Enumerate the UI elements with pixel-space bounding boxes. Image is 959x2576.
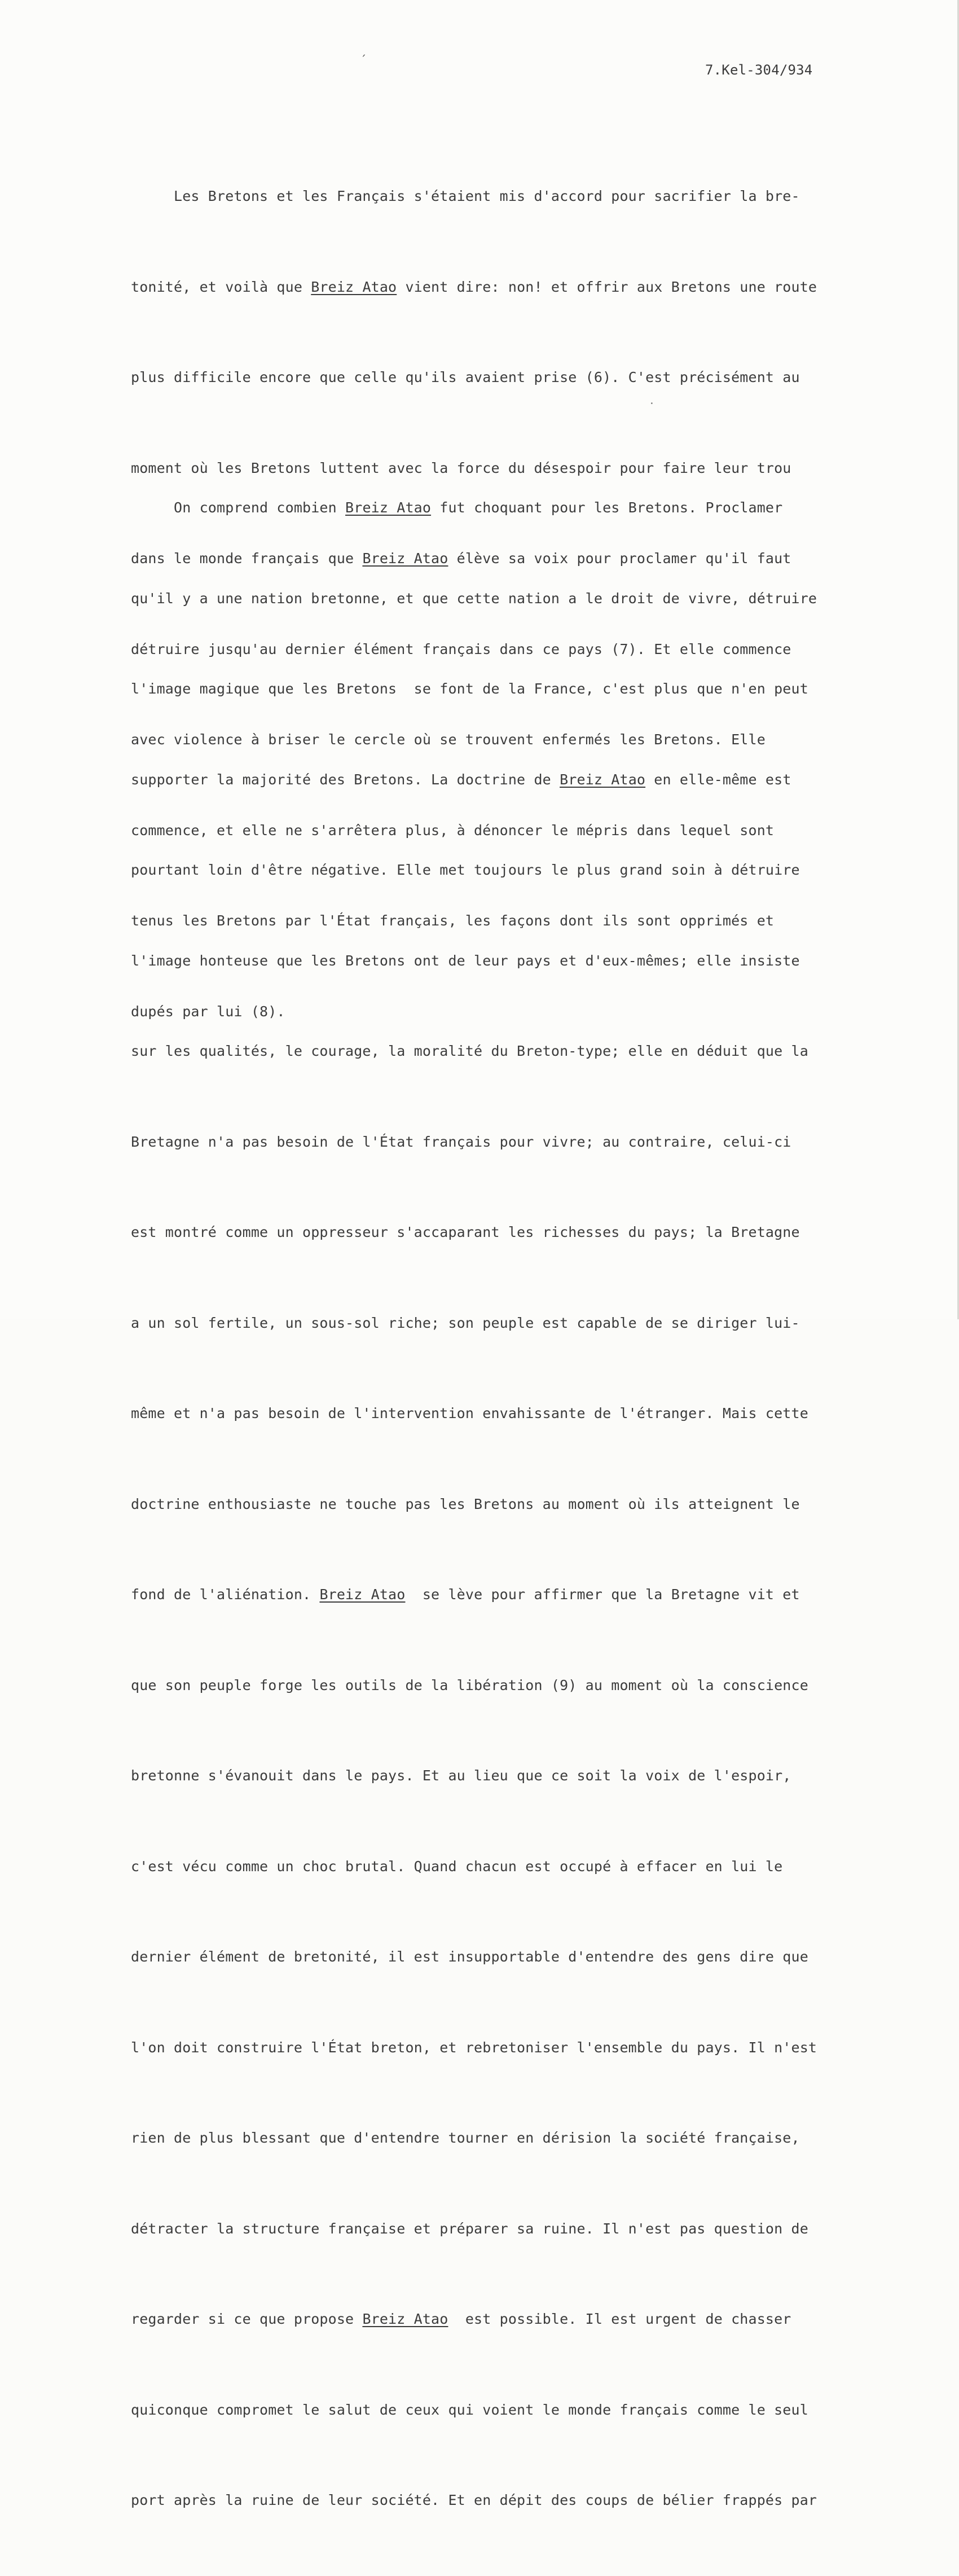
stray-mark: ´ — [360, 53, 367, 67]
text-line: supporter la majorité des Bretons. La doctrine de Breiz Atao en elle-même est — [131, 771, 791, 788]
text-line: dernier élément de bretonité, il est insupportable d'entendre des gens dire que — [131, 1949, 808, 1965]
text-line: doctrine enthousiaste ne touche pas les Bretons au moment où ils atteignent le — [131, 1495, 800, 1512]
text-line: même et n'a pas besoin de l'intervention envahissante de l'étranger. Mais cette — [131, 1405, 808, 1421]
text-line: avec violence à briser le cercle où se trouvent enfermés les Bretons. Elle — [131, 731, 766, 748]
text-line: fond de l'aliénation. Breiz Atao se lève pour affirmer que la Bretagne vit et — [131, 1586, 800, 1603]
text-line: a un sol fertile, un sous-sol riche; son peuple est capable de se diriger lui- — [131, 1314, 800, 1331]
text-line: détruire jusqu'au dernier élément français dans ce pays (7). Et elle commence — [131, 640, 791, 657]
text-line: tonité, et voilà que Breiz Atao vient dire: non! et offrir aux Bretons une route — [131, 278, 817, 295]
text-line: que son peuple forge les outils de la libération (9) au moment où la conscience — [131, 1677, 808, 1693]
underlined-term: Breiz Atao — [362, 2311, 448, 2327]
text-line: Bretagne n'a pas besoin de l'État français pour vivre; au contraire, celui-ci — [131, 1133, 791, 1150]
text-line: regarder si ce que propose Breiz Atao est possible. Il est urgent de chasser — [131, 2311, 791, 2327]
underlined-term: Breiz Atao — [362, 550, 448, 567]
text-line: l'image magique que les Bretons se font de la France, c'est plus que n'en peut — [131, 681, 808, 697]
text-line: On comprend combien Breiz Atao fut choquant pour les Bretons. Proclamer — [131, 499, 783, 516]
underlined-term: Breiz Atao — [311, 278, 397, 295]
text-line: c'est vécu comme un choc brutal. Quand chacun est occupé à effacer en lui le — [131, 1858, 783, 1875]
text-line: plus difficile encore que celle qu'ils avaient prise (6). C'est précisément au — [131, 369, 800, 385]
text-line: détracter la structure française et préparer sa ruine. Il n'est pas question de — [131, 2220, 808, 2237]
text-line: quiconque compromet le salut de ceux qui voient le monde français comme le seul — [131, 2401, 808, 2418]
text-line: qu'il y a une nation bretonne, et que cette nation a le droit de vivre, détruire — [131, 590, 817, 607]
text-line: bretonne s'évanouit dans le pays. Et au lieu que ce soit la voix de l'espoir, — [131, 1767, 791, 1784]
page-reference: 7.Kel-304/934 — [705, 62, 813, 78]
text-line: l'image honteuse que les Bretons ont de leur pays et d'eux-mêmes; elle insiste — [131, 952, 800, 969]
text-line: pourtant loin d'être négative. Elle met toujours le plus grand soin à détruire — [131, 862, 800, 878]
text-line: dans le monde français que Breiz Atao élève sa voix pour proclamer qu'il faut — [131, 550, 791, 567]
text-line: dupés par lui (8). — [131, 1003, 285, 1020]
text-line: rien de plus blessant que d'entendre tourner en dérision la société française, — [131, 2130, 800, 2146]
text-line: sur les qualités, le courage, la moralité du Breton-type; elle en déduit que la — [131, 1043, 808, 1059]
underlined-term: Breiz Atao — [345, 499, 432, 516]
underlined-term: Breiz Atao — [560, 771, 646, 788]
text-line: commence, et elle ne s'arrêtera plus, à dénoncer le mépris dans lequel sont — [131, 822, 775, 839]
text-line: est montré comme un oppresseur s'accaparant les richesses du pays; la Bretagne — [131, 1224, 800, 1240]
paragraph-2 — [131, 432, 842, 2576]
stray-dot: · — [649, 398, 655, 410]
text-line: moment où les Bretons luttent avec la force du désespoir pour faire leur trou — [131, 459, 791, 476]
text-line: Les Bretons et les Français s'étaient mis d'accord pour sacrifier la bre- — [131, 188, 800, 204]
underlined-term: Breiz Atao — [319, 1586, 406, 1603]
text-line: l'on doit construire l'État breton, et rebretoniser l'ensemble du pays. Il n'est — [131, 2039, 817, 2056]
text-line: tenus les Bretons par l'État français, les façons dont ils sont opprimés et — [131, 912, 775, 929]
text-line: port après la ruine de leur société. Et en dépit des coups de bélier frappés par — [131, 2492, 817, 2508]
